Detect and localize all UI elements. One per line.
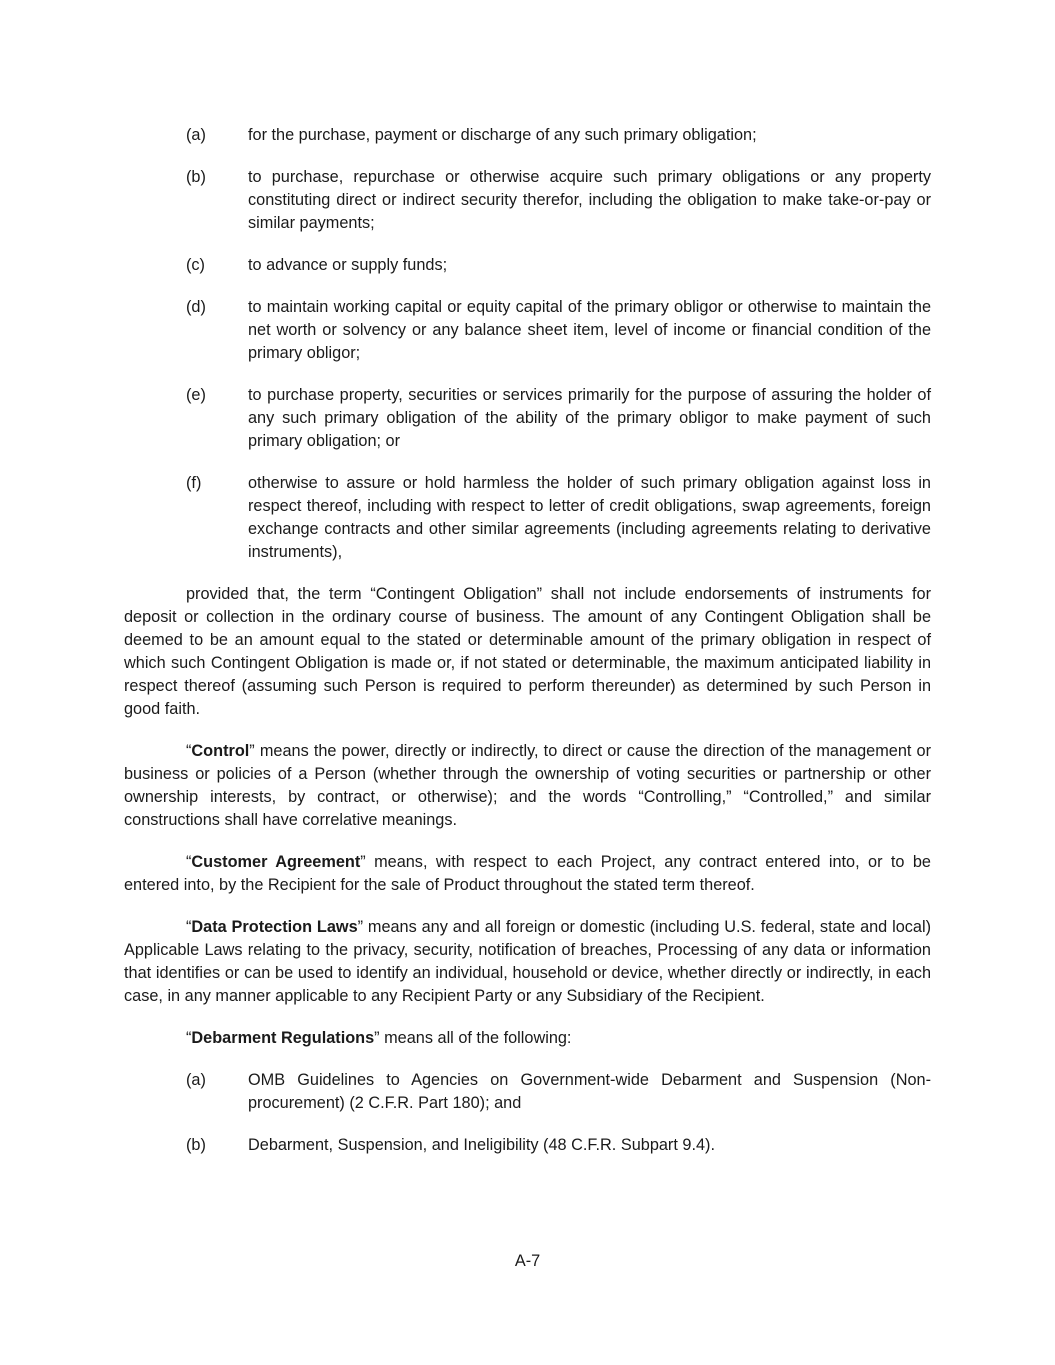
- open-quote: “: [186, 1029, 192, 1047]
- list-item-text: to purchase, repurchase or otherwise acquire such primary obligations or any property constituting direct or indirect security therefor, including the obligation to make take-or-pay or similar payments;: [248, 168, 931, 232]
- list-item: [124, 1134, 931, 1157]
- list-item-label: (c): [186, 256, 205, 274]
- list-item-label: (f): [186, 474, 202, 492]
- list-item: [124, 472, 931, 564]
- list-item-label: (a): [186, 126, 206, 144]
- defined-term: Customer Agreement: [191, 853, 361, 871]
- list-item-text: to advance or supply funds;: [248, 256, 448, 274]
- list-item-label: (a): [186, 1071, 206, 1089]
- definition-data-protection-laws: [124, 916, 931, 1008]
- list-item-text: for the purchase, payment or discharge of any such primary obligation;: [248, 126, 757, 144]
- list-item-text: Debarment, Suspension, and Ineligibility (48 C.F.R. Subpart 9.4).: [248, 1136, 715, 1154]
- definition-text: ” means, with respect to each Project, any contract entered into, or to be entered into, by the Recipient for the sale of Product throughout the stated term thereof.: [124, 853, 931, 894]
- list-item-label: (b): [186, 1136, 206, 1154]
- list-item-label: (d): [186, 298, 206, 316]
- list-item-text: to maintain working capital or equity capital of the primary obligor or otherwise to maintain the net worth or solvency or any balance sheet item, level of income or financial condition of the primary obligor;: [248, 298, 931, 362]
- definition-text: ” means the power, directly or indirectly, to direct or cause the direction of the management or business or policies of a Person (whether through the ownership of voting securities or partnership or other ownership interests, by contract, or otherwise); and the words “Controlling,” “Controlled,” and similar constructions shall have correlative meanings.: [124, 742, 931, 829]
- definition-debarment-regulations: [124, 1027, 931, 1050]
- defined-term: Control: [191, 742, 250, 760]
- definition-customer-agreement: [124, 851, 931, 897]
- page-content: [124, 124, 931, 1176]
- defined-term: Debarment Regulations: [191, 1029, 375, 1047]
- list-item: [124, 384, 931, 453]
- list-item-label: (b): [186, 168, 206, 186]
- definition-text: ” means all of the following:: [374, 1029, 572, 1047]
- list-item: [124, 124, 931, 147]
- defined-term: Data Protection Laws: [191, 918, 358, 936]
- open-quote: “: [186, 918, 192, 936]
- definition-text: ” means any and all foreign or domestic (including U.S. federal, state and local) Applicable Laws relating to the privacy, security, notification of breaches, Processing of any data or information that identifies or can be used to identify an individual, household or device, whether directly or indirectly, in each case, in any manner applicable to any Recipient Party or any Subsidiary of the Recipient.: [124, 918, 931, 1005]
- proviso-paragraph: provided that, the term “Contingent Obligation” shall not include endorsements of instruments for deposit or collection in the ordinary course of business. The amount of any Contingent Obligation shall be deemed to be an amount equal to the stated or determinable amount of the primary obligation in respect of which such Contingent Obligation is made or, if not stated or determinable, the maximum anticipated liability in respect thereof (assuming such Person is required to perform thereunder) as determined by such Person in good faith.: [124, 585, 931, 718]
- list-item: [124, 296, 931, 365]
- open-quote: “: [186, 853, 192, 871]
- list-item: [124, 254, 931, 277]
- list-item-text: to purchase property, securities or services primarily for the purpose of assuring the holder of any such primary obligation of the ability of the primary obligor to make payment of such primary obligation; or: [248, 386, 931, 450]
- definition-control: [124, 740, 931, 832]
- list-item: [124, 166, 931, 235]
- list-item-text: otherwise to assure or hold harmless the holder of such primary obligation against loss in respect thereof, including with respect to letter of credit obligations, swap agreements, foreign exchange contracts and other similar agreements (including agreements relating to derivative instruments),: [248, 474, 931, 561]
- open-quote: “: [186, 742, 192, 760]
- page-number: A-7: [514, 1252, 541, 1270]
- list-item: [124, 1069, 931, 1115]
- list-item-label: (e): [186, 386, 206, 404]
- list-item-text: OMB Guidelines to Agencies on Government-wide Debarment and Suspension (Non-procurement) (2 C.F.R. Part 180); and: [248, 1071, 931, 1112]
